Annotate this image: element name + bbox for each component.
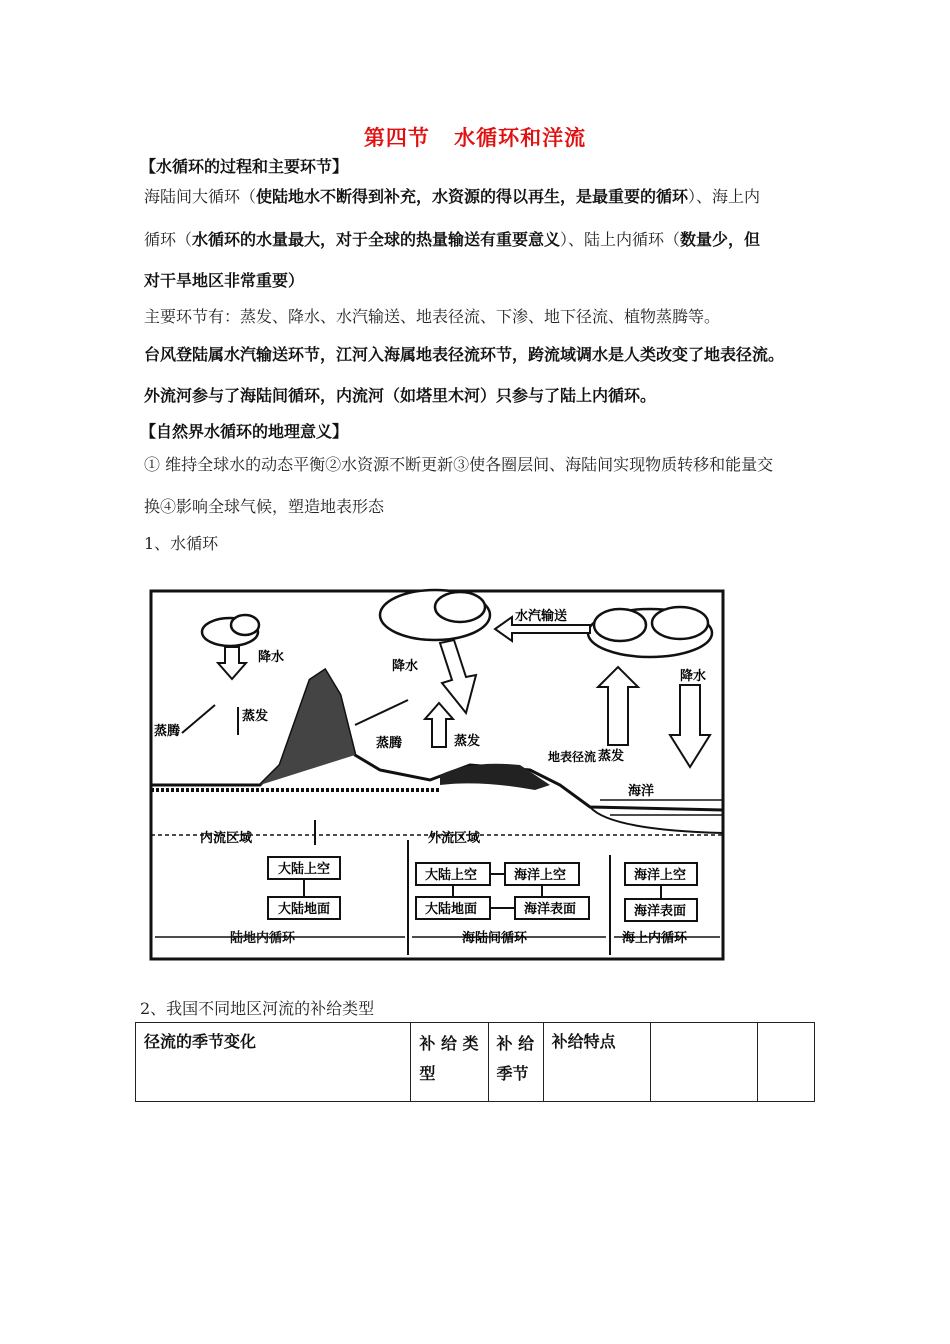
supply-type-table	[135, 1022, 815, 1102]
label-outflow-area: 外流区域	[428, 831, 481, 846]
box-land-sky-2: 大陆上空	[425, 868, 478, 883]
box-sea-surface-2: 海洋表面	[634, 904, 687, 919]
mountain-shape	[260, 670, 355, 785]
box-sea-sky: 海洋上空	[514, 868, 567, 883]
label-cycle-land: 陆地内循环	[230, 931, 296, 946]
figure-label-1: 1、水循环	[144, 534, 219, 553]
label-ocean: 海洋	[628, 784, 655, 799]
label-vapor: 水汽输送	[515, 609, 568, 624]
figure-label-2: 2、我国不同地区河流的补给类型	[140, 999, 375, 1018]
box-sea-sky-2: 海洋上空	[634, 868, 687, 883]
river-runoff-shape	[440, 764, 550, 790]
page-title	[0, 122, 950, 152]
title-section: 第四节	[363, 125, 430, 150]
box-land-surface: 大陆地面	[278, 902, 331, 917]
label-evap-mid: 蒸发	[454, 734, 481, 749]
table-cell	[757, 1023, 814, 1102]
table-header-row	[136, 1023, 815, 1102]
table-cell: 径流的季节变化	[136, 1023, 411, 1102]
label-transp-left: 蒸腾	[154, 724, 181, 739]
section-heading-2: 【自然界水循环的地理意义】	[140, 422, 349, 441]
label-transp-mid: 蒸腾	[376, 736, 403, 751]
label-inland-area: 内流区域	[200, 831, 253, 846]
label-precip-mid: 降水	[392, 659, 419, 674]
label-evap-sea: 蒸发	[598, 749, 625, 764]
box-sea-surface: 海洋表面	[524, 902, 577, 917]
label-cycle-sea: 海上内循环	[622, 931, 688, 946]
table-cell: 补 给 类 型	[411, 1023, 488, 1102]
label-precip-left: 降水	[258, 650, 285, 665]
cloud-right-icon	[588, 607, 712, 657]
label-runoff: 地表径流	[548, 750, 597, 764]
table-cell: 补 给 季节	[488, 1023, 543, 1102]
label-evap-left: 蒸发	[242, 709, 269, 724]
evap-mid-arrow-icon	[425, 703, 453, 747]
section-heading-1: 【水循环的过程和主要环节】	[140, 157, 349, 176]
para-line-2: 循环（水循环的水量最大，对于全球的热量输送有重要意义）、陆上内循环（数量少，但	[144, 230, 761, 249]
para-line-4: 主要环节有：蒸发、降水、水汽输送、地表径流、下渗、地下径流、植物蒸腾等。	[144, 307, 721, 326]
para-line-7: ① 维持全球水的动态平衡②水资源不断更新③使各圈层间、海陆间实现物质转移和能量交	[144, 455, 774, 474]
evap-sea-arrow-icon	[598, 667, 638, 745]
table-cell: 补给特点	[543, 1023, 650, 1102]
cloud-mid-icon	[380, 590, 490, 640]
water-cycle-diagram	[140, 585, 730, 965]
precip-arrow-left-icon	[218, 647, 246, 679]
para-line-6: 外流河参与了海陆间循环，内流河（如塔里木河）只参与了陆上内循环。	[144, 386, 657, 405]
para-line-1: 海陆间大循环（使陆地水不断得到补充，水资源的得以再生，是最重要的循环）、海上内	[144, 187, 761, 206]
table-cell	[650, 1023, 757, 1102]
cloud-left-icon	[202, 615, 259, 646]
para-line-5: 台风登陆属水汽输送环节，江河入海属地表径流环节，跨流域调水是人类改变了地表径流。	[144, 345, 785, 364]
box-land-surface-2: 大陆地面	[425, 902, 478, 917]
label-cycle-landsea: 海陆间循环	[462, 931, 528, 946]
para-line-8: 换④影响全球气候，塑造地表形态	[144, 497, 385, 516]
label-precip-right: 降水	[680, 669, 707, 684]
box-land-sky: 大陆上空	[278, 862, 331, 877]
precip-arrow-mid-icon	[440, 640, 476, 713]
title-topic: 水循环和洋流	[454, 125, 587, 150]
precip-arrow-right-icon	[670, 685, 710, 767]
para-line-3: 对干旱地区非常重要）	[144, 271, 305, 290]
